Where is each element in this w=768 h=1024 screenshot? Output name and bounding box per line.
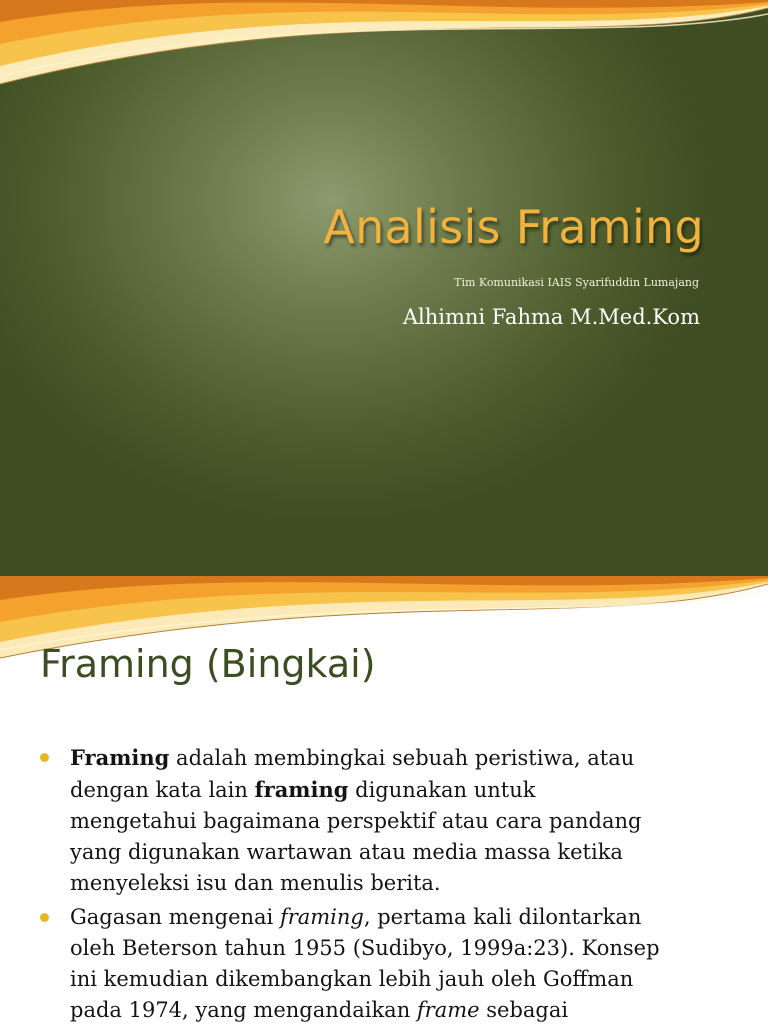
text-run: , pertama kali dilontarkan [363, 905, 642, 929]
bullet-line [70, 933, 730, 964]
text-run: Framing [70, 745, 170, 770]
bullet-dot-icon [40, 753, 49, 762]
text-run: digunakan untuk [348, 778, 536, 802]
text-run: adalah membingkai sebuah peristiwa, atau [169, 746, 635, 770]
bullet-line [70, 837, 730, 868]
bullet-line [70, 964, 730, 995]
text-run: yang digunakan wartawan atau media massa ketika [70, 840, 623, 864]
author-name: Alhimni Fahma M.Med.Kom [402, 305, 700, 329]
text-run: menyeleksi isu dan menulis berita. [70, 871, 441, 895]
slide-title: Framing (Bingkai) [40, 642, 376, 686]
text-run: frame [416, 998, 480, 1022]
slide-title: Analisis Framing [323, 200, 704, 254]
text-run: oleh Beterson tahun 1955 (Sudibyo, 1999a:23). Konsep [70, 936, 660, 960]
text-run: pada 1974, yang mengandaikan [70, 998, 417, 1022]
text-run: ini kemudian dikembangkan lebih jauh oleh Goffman [70, 967, 634, 991]
bullet-dot-icon [40, 913, 49, 922]
bullet-line [70, 774, 730, 806]
text-run: sebagai [479, 998, 569, 1022]
text-run: dengan kata lain [70, 778, 255, 802]
bullet-line [70, 806, 730, 837]
bullet-paragraph [40, 902, 730, 1024]
bullet-line [70, 742, 730, 774]
bullet-list [40, 742, 730, 1024]
decorative-swoosh [0, 0, 768, 110]
text-run: Gagasan mengenai [70, 905, 280, 929]
slide-subtitle: Tim Komunikasi IAIS Syarifuddin Lumajang [454, 276, 699, 289]
bullet-line [70, 995, 730, 1024]
bullet-line [70, 902, 730, 933]
text-run: framing [279, 905, 364, 929]
text-run: mengetahui bagaimana perspektif atau cara pandang [70, 809, 642, 833]
bullet-paragraph [40, 742, 730, 899]
bullet-line [70, 868, 730, 899]
text-run: framing [254, 777, 349, 802]
content-slide [0, 576, 768, 1024]
